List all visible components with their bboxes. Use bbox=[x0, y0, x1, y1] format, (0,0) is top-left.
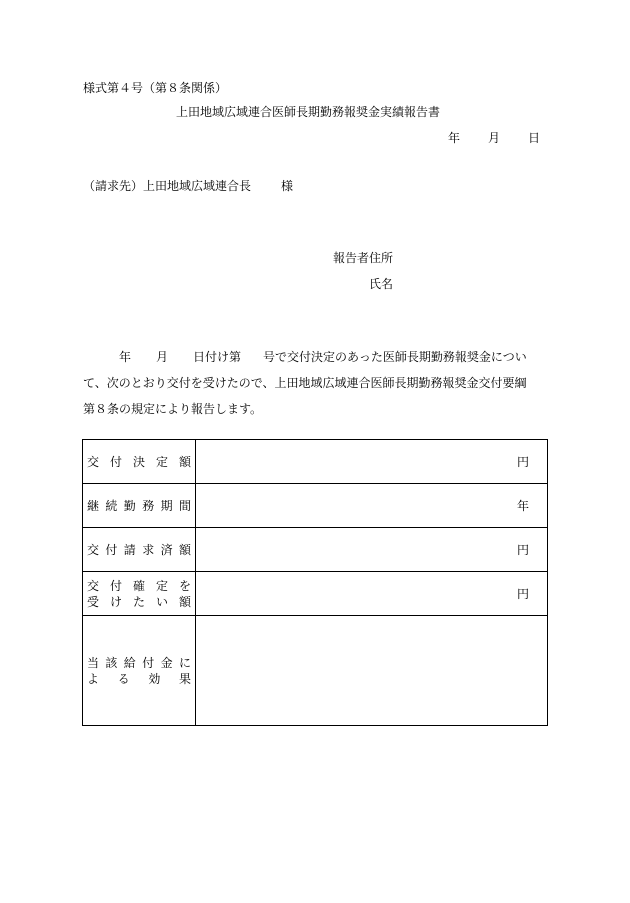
value-claimed-amount[interactable] bbox=[196, 528, 548, 572]
form-number: 様式第４号（第８条関係） bbox=[83, 81, 228, 95]
value-confirmed-amount[interactable] bbox=[196, 572, 548, 616]
reporter-address-label: 報告者住所 bbox=[333, 251, 394, 265]
body-line-3: 第８条の規定により報告します。 bbox=[83, 402, 263, 416]
label-effect bbox=[83, 616, 196, 726]
date-line bbox=[448, 130, 540, 146]
body-line-2: て、次のとおり交付を受けたので、上田地域広域連合医師長期勤務報奨金交付要綱 bbox=[83, 376, 527, 390]
label-claimed-amount bbox=[83, 528, 196, 572]
addressee-honorific: 様 bbox=[281, 179, 294, 193]
body-line-1 bbox=[83, 344, 553, 370]
label-service-period bbox=[83, 484, 196, 528]
body-year: 年 bbox=[119, 350, 132, 364]
unit-year: 年 bbox=[516, 499, 529, 513]
unit-yen: 円 bbox=[516, 543, 529, 557]
addressee bbox=[83, 178, 293, 194]
document-title: 上田地域広域連合医師長期勤務報奨金実績報告書 bbox=[176, 105, 441, 119]
report-body-text bbox=[83, 344, 553, 422]
date-year-label: 年 bbox=[448, 131, 461, 145]
label-decision-amount bbox=[83, 440, 196, 484]
table-row-claimed-amount bbox=[83, 528, 548, 572]
table-row-effect bbox=[83, 616, 548, 726]
label-line: 交付請求済額 bbox=[87, 542, 191, 557]
label-line: 当該給付金に bbox=[87, 655, 191, 670]
date-month-label: 月 bbox=[488, 131, 501, 145]
label-line: 継続勤務期間 bbox=[87, 498, 191, 513]
label-confirmed-amount bbox=[83, 572, 196, 616]
addressee-name: （請求先）上田地域広域連合長 bbox=[83, 179, 252, 193]
unit-yen: 円 bbox=[516, 455, 529, 469]
table-row-decision-amount bbox=[83, 440, 548, 484]
table-row-service-period bbox=[83, 484, 548, 528]
value-effect[interactable] bbox=[196, 616, 548, 726]
label-line: 交付決定額 bbox=[87, 454, 191, 469]
unit-yen: 円 bbox=[516, 587, 529, 601]
table-row-confirmed-amount bbox=[83, 572, 548, 616]
label-line: 受けたい額 bbox=[87, 594, 191, 609]
label-line: よる効果 bbox=[87, 671, 191, 686]
date-day-label: 日 bbox=[528, 131, 541, 145]
label-line: 交付確定を bbox=[87, 578, 191, 593]
body-date: 日付け第 bbox=[193, 350, 242, 364]
report-table bbox=[82, 439, 548, 726]
value-service-period[interactable] bbox=[196, 484, 548, 528]
value-decision-amount[interactable] bbox=[196, 440, 548, 484]
body-month: 月 bbox=[156, 350, 169, 364]
body-line-1-rest: 号で交付決定のあった医師長期勤務報奨金につい bbox=[263, 350, 527, 364]
reporter-name-label: 氏名 bbox=[369, 277, 394, 291]
